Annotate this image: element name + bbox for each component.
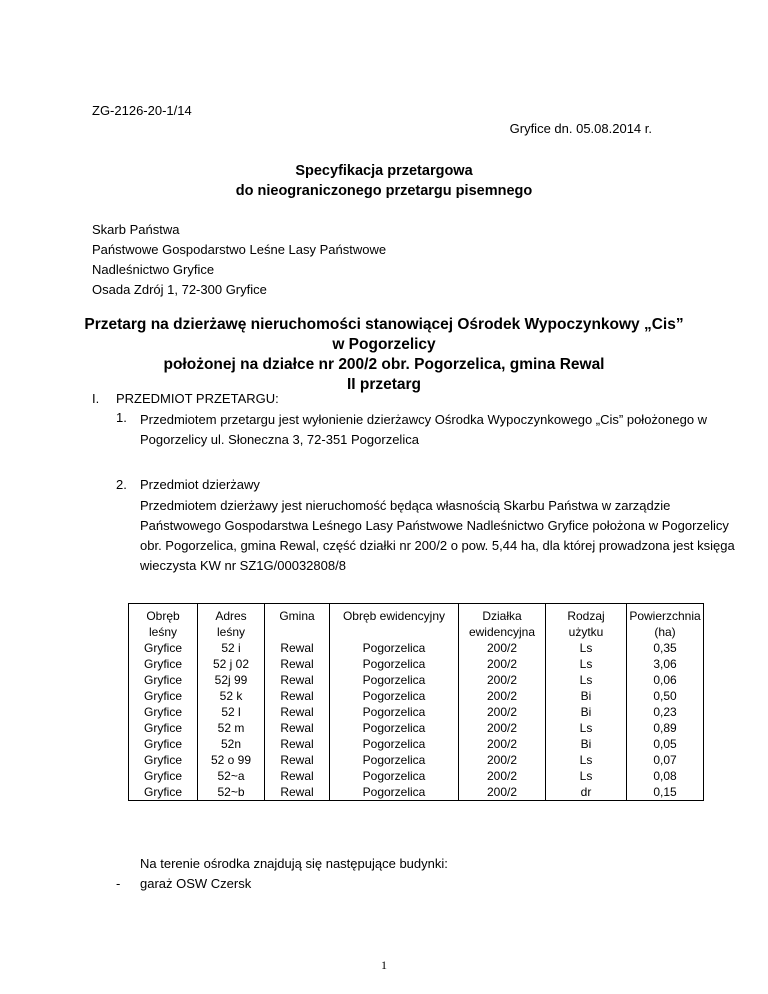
cell-obreb-ewidencyjny: Pogorzelica: [330, 752, 459, 768]
cell-rodzaj-uzytku: Ls: [546, 752, 627, 768]
cell-powierzchnia: 0,05: [627, 736, 704, 752]
item2-line1: Przedmiotem dzierżawy jest nieruchomość będąca własnością Skarbu Państwa w zarządzie: [140, 498, 671, 513]
cell-rodzaj-uzytku: Ls: [546, 720, 627, 736]
cell-dzialka: 200/2: [459, 720, 546, 736]
header-adres-lesny: Adres leśny: [198, 604, 265, 641]
cell-rodzaj-uzytku: Ls: [546, 640, 627, 656]
table-row: [129, 720, 704, 736]
table-row: [129, 752, 704, 768]
item1-number: 1.: [116, 410, 127, 425]
table-row: [129, 704, 704, 720]
cell-adres-lesny: 52~b: [198, 784, 265, 801]
cell-adres-lesny: 52 k: [198, 688, 265, 704]
list-bullet: -: [116, 876, 121, 891]
cell-adres-lesny: 52 m: [198, 720, 265, 736]
cell-obreb-ewidencyjny: Pogorzelica: [330, 688, 459, 704]
header-dzialka: Działka ewidencyjna: [459, 604, 546, 641]
item1-line1: Przedmiotem przetargu jest wyłonienie dzierżawcy Ośrodka Wypoczynkowego „Cis” położonego w: [140, 412, 708, 427]
cell-obreb-ewidencyjny: Pogorzelica: [330, 672, 459, 688]
cell-obreb-ewidencyjny: Pogorzelica: [330, 768, 459, 784]
header-obreb-lesny: Obręb leśny: [129, 604, 198, 641]
item2-title: Przedmiot dzierżawy: [140, 477, 260, 492]
cell-obreb-ewidencyjny: Pogorzelica: [330, 656, 459, 672]
place-date: Gryfice dn. 05.08.2014 r.: [509, 121, 652, 136]
tender-heading-line1: Przetarg na dzierżawę nieruchomości stanowiącej Ośrodek Wypoczynkowy „Cis”: [84, 316, 684, 333]
table-header-row: [129, 604, 704, 641]
cell-dzialka: 200/2: [459, 752, 546, 768]
cell-obreb-ewidencyjny: Pogorzelica: [330, 640, 459, 656]
cell-powierzchnia: 0,23: [627, 704, 704, 720]
cell-obreb-lesny: Gryfice: [129, 720, 198, 736]
cell-obreb-lesny: Gryfice: [129, 784, 198, 801]
cell-dzialka: 200/2: [459, 704, 546, 720]
cell-gmina: Rewal: [265, 768, 330, 784]
cell-powierzchnia: 0,89: [627, 720, 704, 736]
header-obreb-ewidencyjny: Obręb ewidencyjny: [330, 604, 459, 641]
cell-adres-lesny: 52 i: [198, 640, 265, 656]
cell-dzialka: 200/2: [459, 784, 546, 801]
document-title-line2: do nieograniczonego przetargu pisemnego: [235, 183, 533, 199]
cell-gmina: Rewal: [265, 784, 330, 801]
tender-heading: [0, 315, 768, 395]
cell-obreb-ewidencyjny: Pogorzelica: [330, 720, 459, 736]
organizer-line: Nadleśnictwo Gryfice: [92, 262, 215, 277]
cell-dzialka: 200/2: [459, 672, 546, 688]
cell-gmina: Rewal: [265, 672, 330, 688]
cell-rodzaj-uzytku: Bi: [546, 736, 627, 752]
cell-obreb-lesny: Gryfice: [129, 736, 198, 752]
header-powierzchnia: Powierzchnia (ha): [627, 604, 704, 641]
item2-text: [140, 496, 735, 576]
cell-powierzchnia: 0,15: [627, 784, 704, 801]
cell-rodzaj-uzytku: dr: [546, 784, 627, 801]
cell-rodzaj-uzytku: Ls: [546, 656, 627, 672]
item1-line2: Pogorzelicy ul. Słoneczna 3, 72-351 Pogorzelica: [140, 432, 419, 447]
item2-line2: Państwowego Gospodarstwa Leśnego Lasy Państwowe Nadleśnictwo Gryfice położona w Pogorzelicy: [140, 518, 729, 533]
cell-powierzchnia: 0,35: [627, 640, 704, 656]
plots-table: [128, 603, 704, 801]
building-item: garaż OSW Czersk: [140, 876, 252, 891]
cell-adres-lesny: 52n: [198, 736, 265, 752]
cell-adres-lesny: 52 l: [198, 704, 265, 720]
cell-rodzaj-uzytku: Bi: [546, 688, 627, 704]
cell-powierzchnia: 0,06: [627, 672, 704, 688]
cell-gmina: Rewal: [265, 656, 330, 672]
item2-number: 2.: [116, 477, 127, 492]
header-gmina: Gmina: [265, 604, 330, 641]
table-row: [129, 656, 704, 672]
section-title: PRZEDMIOT PRZETARGU:: [116, 391, 279, 406]
item2-line3: obr. Pogorzelica, gmina Rewal, część działki nr 200/2 o pow. 5,44 ha, dla której prowadzona jest księga: [140, 538, 735, 553]
page-number: 1: [381, 958, 387, 972]
table-row: [129, 784, 704, 801]
cell-obreb-lesny: Gryfice: [129, 672, 198, 688]
cell-powierzchnia: 3,06: [627, 656, 704, 672]
table-row: [129, 640, 704, 656]
cell-gmina: Rewal: [265, 736, 330, 752]
cell-obreb-lesny: Gryfice: [129, 640, 198, 656]
cell-dzialka: 200/2: [459, 640, 546, 656]
cell-powierzchnia: 0,07: [627, 752, 704, 768]
table-row: [129, 736, 704, 752]
cell-dzialka: 200/2: [459, 768, 546, 784]
header-rodzaj-uzytku: Rodzaj użytku: [546, 604, 627, 641]
cell-gmina: Rewal: [265, 704, 330, 720]
cell-obreb-lesny: Gryfice: [129, 752, 198, 768]
cell-adres-lesny: 52 j 02: [198, 656, 265, 672]
cell-adres-lesny: 52 o 99: [198, 752, 265, 768]
table-row: [129, 672, 704, 688]
table-row: [129, 768, 704, 784]
cell-gmina: Rewal: [265, 688, 330, 704]
cell-dzialka: 200/2: [459, 688, 546, 704]
cell-dzialka: 200/2: [459, 736, 546, 752]
organizer-line: Osada Zdrój 1, 72-300 Gryfice: [92, 282, 267, 297]
cell-obreb-lesny: Gryfice: [129, 656, 198, 672]
tender-heading-line4: II przetarg: [346, 376, 422, 393]
organizer-address: [92, 220, 386, 300]
cell-adres-lesny: 52j 99: [198, 672, 265, 688]
table-row: [129, 688, 704, 704]
section-number: I.: [92, 391, 100, 406]
cell-adres-lesny: 52~a: [198, 768, 265, 784]
item2-line4: wieczysta KW nr SZ1G/00032808/8: [140, 558, 346, 573]
cell-dzialka: 200/2: [459, 656, 546, 672]
document-reference: ZG-2126-20-1/14: [92, 103, 192, 118]
tender-heading-line2: w Pogorzelicy: [332, 336, 436, 353]
cell-gmina: Rewal: [265, 720, 330, 736]
cell-obreb-lesny: Gryfice: [129, 768, 198, 784]
cell-obreb-lesny: Gryfice: [129, 688, 198, 704]
cell-powierzchnia: 0,08: [627, 768, 704, 784]
organizer-line: Państwowe Gospodarstwo Leśne Lasy Państwowe: [92, 242, 387, 257]
buildings-intro: Na terenie ośrodka znajdują się następujące budynki:: [140, 856, 448, 871]
cell-obreb-ewidencyjny: Pogorzelica: [330, 736, 459, 752]
cell-obreb-ewidencyjny: Pogorzelica: [330, 704, 459, 720]
cell-gmina: Rewal: [265, 752, 330, 768]
cell-obreb-lesny: Gryfice: [129, 704, 198, 720]
cell-powierzchnia: 0,50: [627, 688, 704, 704]
tender-heading-line3: położonej na działce nr 200/2 obr. Pogorzelica, gmina Rewal: [163, 356, 605, 373]
cell-rodzaj-uzytku: Ls: [546, 672, 627, 688]
cell-rodzaj-uzytku: Bi: [546, 704, 627, 720]
item1-text: [140, 410, 708, 450]
document-title-line1: Specyfikacja przetargowa: [295, 163, 473, 179]
cell-rodzaj-uzytku: Ls: [546, 768, 627, 784]
cell-obreb-ewidencyjny: Pogorzelica: [330, 784, 459, 801]
organizer-line: Skarb Państwa: [92, 222, 180, 237]
cell-gmina: Rewal: [265, 640, 330, 656]
